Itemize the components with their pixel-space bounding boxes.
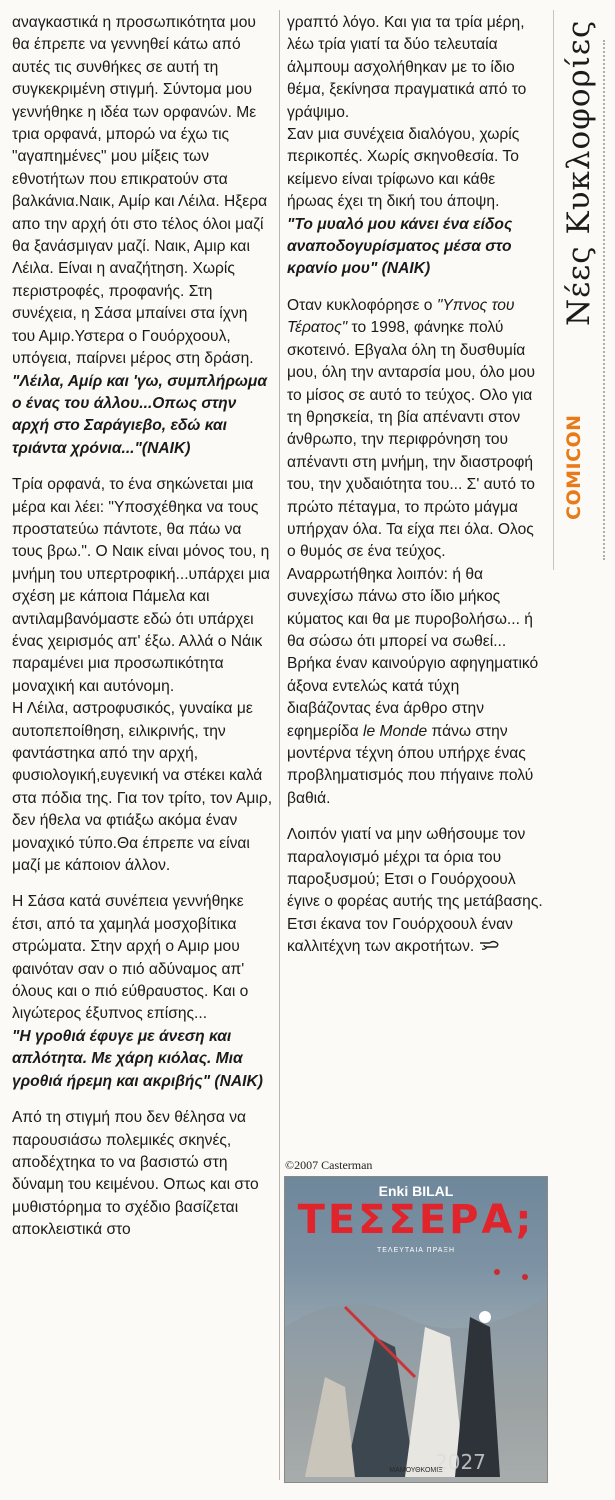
- cover-subtitle: ΤΕΛΕΥΤΑΙΑ ΠΡΑΞΗ: [376, 1247, 456, 1254]
- column-divider: [279, 10, 280, 1480]
- image-credit: ©2007 Casterman: [285, 1158, 373, 1172]
- book-title: "Υπνος του Τέρατος": [287, 296, 515, 337]
- article-column-right: [287, 12, 545, 959]
- paragraph: Η Λέιλα, αστροφυσικός, γυναίκα με αυτοπεποίθηση, ειλικρινής, την φαντάστηκα από την αρχή, φυσιολογική,ευγενική να στέκει καλά στα πόδια της. Για τον τρίτο, τον Αμιρ, δεν ήθελα να φτιάξω ακόμα έναν μοναχικό τύπο.Θα έπρεπε να είναι μαζί με κάποιον άλλον.: [12, 700, 273, 875]
- text-run: το 1998, φάνηκε πολύ σκοτεινό. Εβγαλα όλη τη δυσθυμία μου, όλη την ανταρσία μου, όλο μου το μίσος σε αυτό το τεύχος. Ολο για τη θρησκεία, τη βία απέναντι στον άνθρωπο, την περιφρόνηση του απέναντι στη μνήμη, την διαστροφή του, την χυδαιότητα του... Σ' αυτό το πρώτο πέταγμα, το πρώτο μάγμα υπήρχαν όλα. Τα είχα πει όλα. Ολος ο θυμός σε ένα τεύχος.: [287, 319, 536, 561]
- paragraph: αναγκαστικά η προσωπικότητα μου θα έπρεπε να γεννηθεί κάτω από αυτές τις συνθήκες σε αυτή τη συγκεκριμένη στιγμή. Σύντομα μου γεννήθηκε η ιδέα των ορφανών. Με τρια ορφανά, μπορώ να έχω τις "αγαπημένες" μου μίξεις των εθνοτήτων που επικρατούν στα βαλκάνια.Ναικ, Αμίρ και Λέιλα. Ηξερα απο την αρχή ότι στο τέλος όλοι μαζί θα ξανάσμιγαν μαζί. Ναικ, Αμιρ και Λέιλα. Είναι η αναζήτηση. Χωρίς περιστροφές, προφανής. Στη συνέχεια, η Σάσα μπαίνει στα ίχνη του Αμιρ.Υστερα ο Γουόρχοουλ, υπόγεια, παίρνει μέρος στη δράση.: [12, 14, 268, 368]
- section-title: Νέες Κυκλοφορίες: [561, 20, 597, 327]
- paragraph: γραπτό λόγο. Και για τα τρία μέρη, λέω τρία γιατί τα δύο τελευταία άλμπουμ ασχολήθηκαν με το ίδιο θέμα, ξεκίνησα πραγματικά από το γράψιμο.: [287, 14, 527, 121]
- pull-quote: "Το μυαλό μου κάνει ένα είδος αναποδογυρίσματος μέσα στο κρανίο μου" (ΝΑΙΚ): [287, 215, 513, 278]
- cover-publisher: ΜΑΜΟΥΘΚΟΜΙΞ: [389, 1467, 443, 1474]
- paragraph: Από τη στιγμή που δεν θέλησα να παρουσιάσω πολεμικές σκηνές, αποδέχτηκα το να βασιστώ στη δύναμη του κειμένου. Οπως και στο μυθιστόρημα το σχέδιο βασίζεται αποκλειστικά στο: [12, 1109, 259, 1239]
- comicon-logo: COMICON: [563, 414, 585, 520]
- cover-author: Enki BILAL: [378, 1183, 454, 1199]
- text-run: πάνω στην μοντέρνα τέχνη όπου υπήρχε ένας προβληματισμός που πήγαινε πολύ βαθιά.: [287, 722, 534, 807]
- text-run: Λοιπόν γιατί να μην ωθήσουμε τον παραλογισμό μέχρι τα όρια του παροξυσμού; Ετσι ο Γουόρχοουλ έγινε ο φορέας αυτής της μετάβασης. Ετσι έκανα τον Γουόρχοουλ έναν καλλιτέχνη των ακροτήτων.: [287, 826, 543, 956]
- paragraph: Τρία ορφανά, το ένα σηκώνεται μια μέρα και λέει: "Υποσχέθηκα να τους προστατεύω πάντοτε, θα πάω να τους βρω.". Ο Ναικ είναι μόνος του, η μνήμη του υπερτροφική...υπάρχει μια σχέση με κάποια Πάμελα και αντιλαμβανόμαστε εδώ ότι υπάρχει ένας χειρισμός απ' έξω. Αλλά ο Νάικ παραμένει μια προσωπικότητα μοναχική και αυτόνομη.: [12, 476, 270, 695]
- pull-quote: "Λέιλα, Αμίρ και 'γω, συμπλήρωμα ο ένας του άλλου...Οπως στην αρχή στο Σαράγιεβο, εδώ και τριάντα χρόνια..."(ΝΑΙΚ): [12, 372, 267, 457]
- newspaper-name: le Monde: [363, 722, 428, 740]
- book-cover-image: [284, 1176, 548, 1483]
- pointing-hand-icon: [479, 936, 501, 958]
- paragraph: Σαν μια συνέχεια διαλόγου, χωρίς περικοπές. Χωρίς σκηνοθεσία. Το κείμενο είναι τρίφωνο και κάθε ήρωας έχει τη δική του άποψη.: [287, 126, 520, 211]
- paragraph: [287, 295, 545, 564]
- paragraph: [287, 824, 545, 958]
- text-run: Οταν κυκλοφόρησε ο: [287, 296, 437, 314]
- sidebar-divider: [553, 10, 554, 570]
- dotted-rule: [603, 40, 605, 560]
- cover-title: ΤΕΣΣΕΡΑ;: [297, 1197, 535, 1243]
- article-column-left: [12, 12, 274, 1242]
- pull-quote: "Η γροθιά έφυγε με άνεση και απλότητα. Με χάρη κιόλας. Μια γροθιά ήρεμη και ακριβής" (ΝΑΙΚ): [12, 1027, 263, 1090]
- paragraph: Η Σάσα κατά συνέπεια γεννήθηκε έτσι, από τα χαμηλά μοσχοβίτικα στρώματα. Στην αρχή ο Αμιρ μου φαινόταν σαν ο πιό αδύναμος απ' όλους και ο πιό εύθραυστος. Και ο λιγώτερος έξυπνος επίσης...: [12, 893, 249, 1023]
- paragraph: [287, 564, 545, 810]
- cover-year: 2027: [435, 1450, 486, 1474]
- text-run: Αναρρωτήθηκα λοιπόν: ή θα συνεχίσω πάνω στο ίδιο μήκος κύματος και θα με πυροβολήσω... ή θα σώσω ότι μπορεί να σωθεί... Βρήκα έναν καινούργιο αφηγηματικό άξονα εντελώς κατά τύχη διαβάζοντας ένα άρθρο στην εφημερίδα: [287, 565, 539, 740]
